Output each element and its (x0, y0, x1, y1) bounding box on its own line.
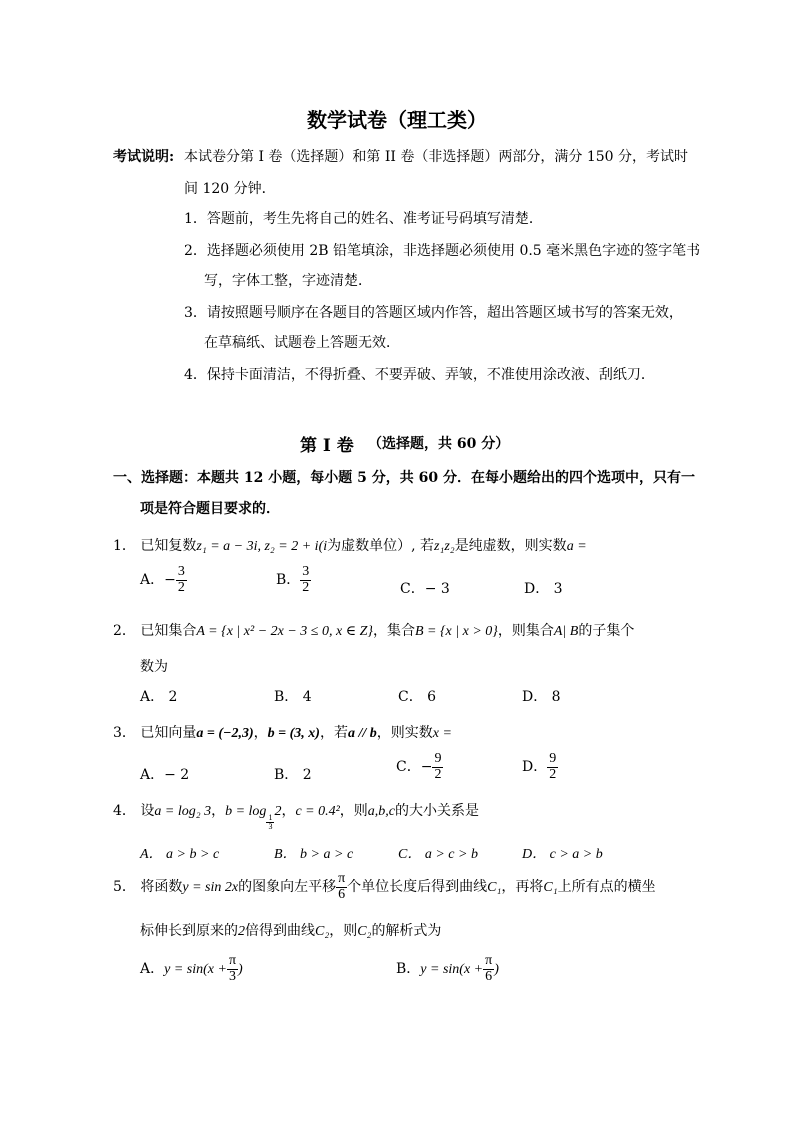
question-number: 1． (113, 538, 136, 554)
question-4-option-c: C． a > c > b (398, 847, 478, 862)
question-2-stem: 2． 已知集合A = {x | x² − 2x − 3 ≤ 0, x ∈ Z}，集合B = {x | x > 0}，则集合A| B的子集个 (113, 623, 635, 639)
question-number: 4． (113, 803, 136, 819)
question-2-stem-line2: 数为 (140, 659, 168, 675)
question-1-option-a: A．− $\frac{3}{2}$ (140, 564, 185, 595)
question-5-option-a: A．y = sin(x + $\frac{\pi}{3}$ ) (140, 953, 243, 984)
question-4-stem: 4． 设a = log₂ 3，b = log $\frac{1}{3}$ 2，c = 0.4²，则a,b,c的大小关系是 (113, 803, 480, 831)
instruction-item-2: 2．选择题必须使用 2B 铅笔填涂，非选择题必须使用 0.5 毫米黑色字迹的签字笔书 (184, 243, 701, 259)
question-4-option-a: A． a > b > c (140, 847, 220, 862)
part-heading-line2: 项是符合题目要求的． (140, 501, 280, 517)
question-number: 3． (113, 725, 136, 741)
question-5-stem: 5． 将函数y = sin 2x的图象向左平移 $\frac{\pi}{6}$ 个单位长度后得到曲线C₁，再将C₁上所有点的横坐 (113, 871, 656, 902)
question-4-option-b: B． b > a > c (274, 847, 354, 862)
instruction-item-3: 3．请按照题号顺序在各题目的答题区域内作答，超出答题区域书写的答案无效， (184, 305, 683, 321)
instructions-label: 考试说明: (113, 149, 175, 165)
question-3-option-c: C．− $\frac{9}{2}$ (396, 751, 442, 782)
page-title: 数学试卷（理工类） (307, 108, 487, 132)
question-3-option-a: A．− 2 (140, 767, 190, 783)
question-3-stem: 3． 已知向量a = (−2,3)，b = (3, x)，若a // b，则实数x = (113, 725, 452, 741)
question-1-option-b: B． $\frac{3}{2}$ (276, 564, 310, 595)
question-3-option-d: D． $\frac{9}{2}$ (522, 751, 557, 782)
question-number: 2． (113, 623, 136, 639)
instruction-item-1: 1．答题前，考生先将自己的姓名、准考证号码填写清楚． (184, 211, 543, 227)
question-number: 5． (113, 879, 136, 896)
instruction-item-4: 4．保持卡面清洁，不得折叠、不要弄破、弄皱，不准使用涂改液、刮纸刀． (184, 367, 655, 383)
question-1-option-d: D． 3 (524, 581, 563, 597)
question-2-option-a: A． 2 (140, 689, 178, 705)
instruction-item-3-cont: 在草稿纸、试题卷上答题无效． (204, 335, 400, 351)
question-5-option-b: B．y = sin(x + $\frac{\pi}{6}$ ) (396, 953, 499, 984)
question-1-stem: 1． 已知复数z₁ = a − 3i, z₂ = 2 + i(i为虚数单位）, 若z₁z₂是纯虚数，则实数a = (113, 538, 587, 554)
question-2-option-b: B． 4 (274, 689, 312, 705)
question-1-option-c: C．− 3 (400, 581, 450, 597)
section-title: 第 I 卷 (300, 436, 354, 456)
question-5-stem-line2: 标伸长到原来的2倍得到曲线C₂，则C₂的解析式为 (140, 923, 442, 939)
question-2-option-d: D． 8 (522, 689, 561, 705)
instruction-item-2-cont: 写，字体工整，字迹清楚． (204, 273, 372, 289)
question-3-option-b: B． 2 (274, 767, 312, 783)
question-2-option-c: C． 6 (398, 689, 437, 705)
instructions-line2: 间 120 分钟． (184, 181, 276, 197)
question-4-option-d: D． c > a > b (522, 847, 603, 862)
section-subtitle: （选择题，共 60 分） (368, 436, 510, 452)
instructions-line1: 本试卷分第 I 卷（选择题）和第 II 卷（非选择题）两部分，满分 150 分，考试时 (184, 149, 689, 165)
part-heading-line1: 一、选择题：本题共 12 小题，每小题 5 分，共 60 分．在每小题给出的四个选项中，只有一 (113, 470, 695, 486)
